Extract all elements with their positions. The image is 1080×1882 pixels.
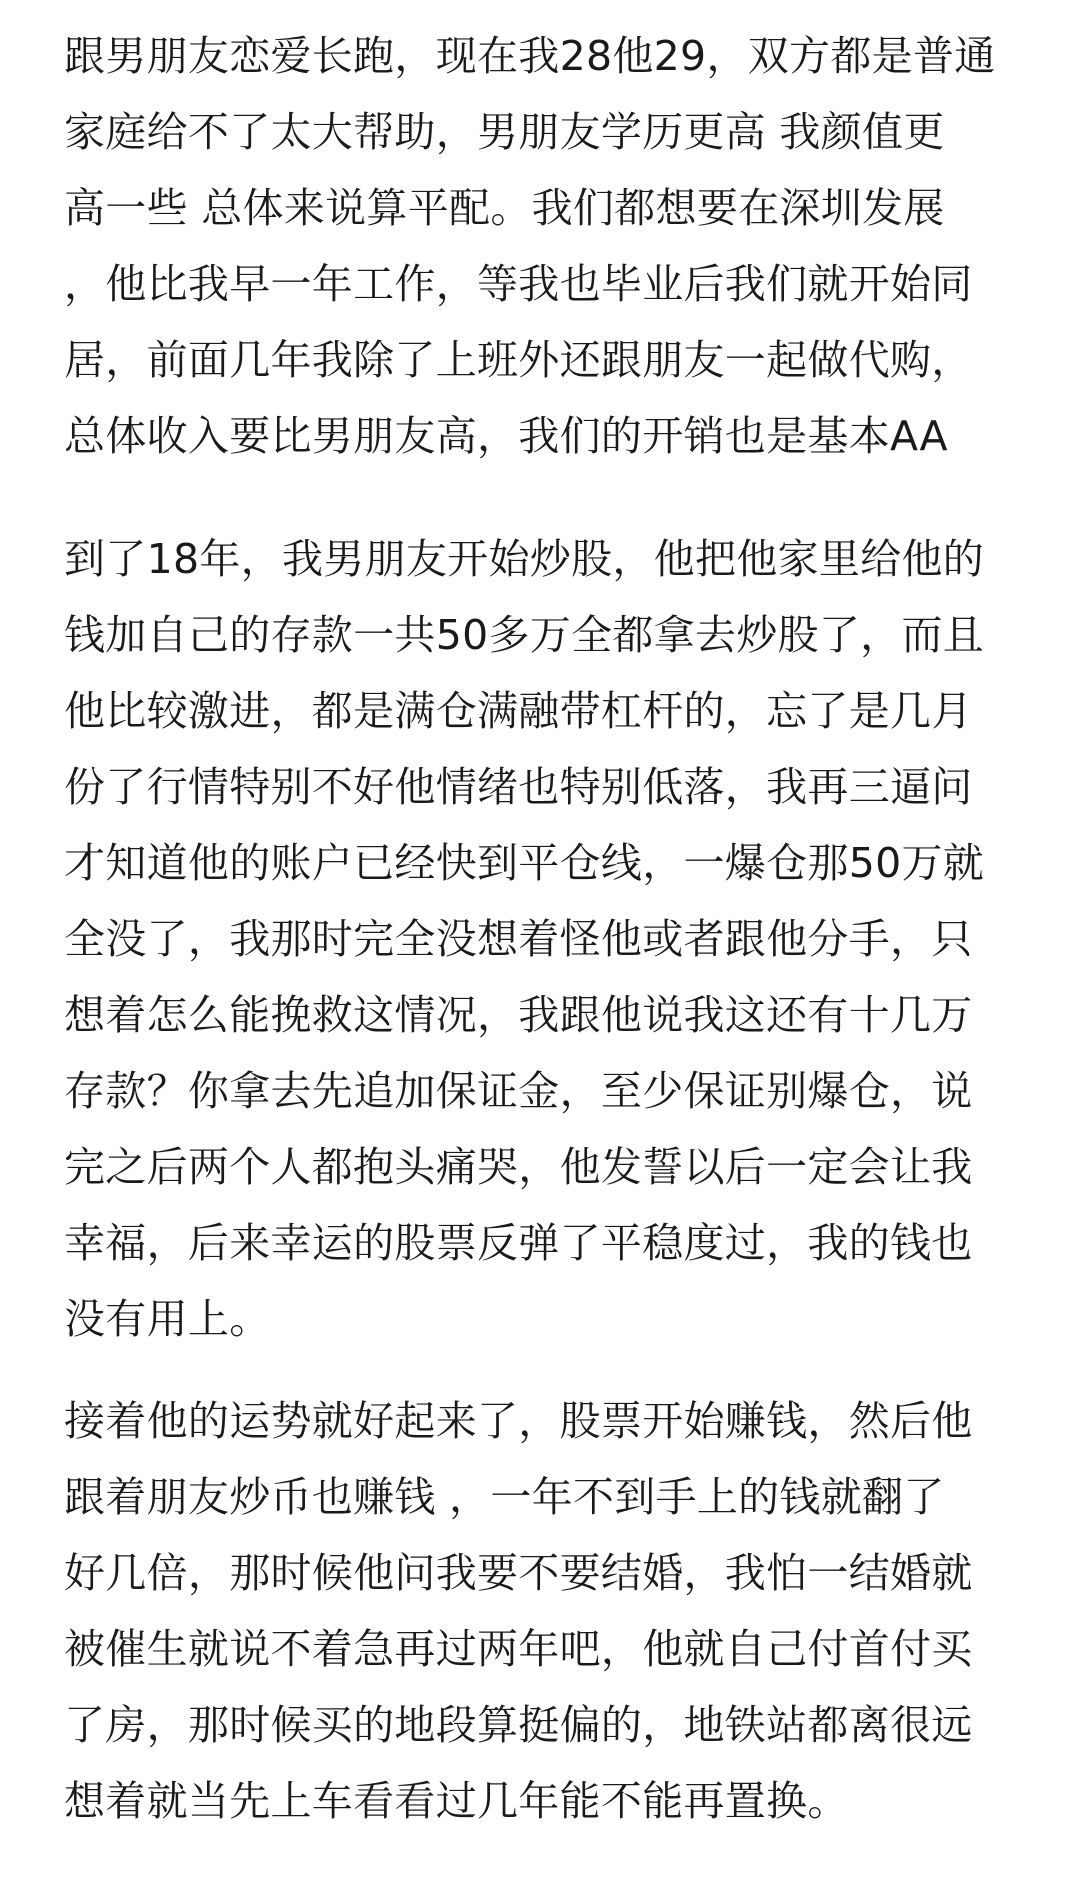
text-line: 总体收入要比男朋友高，我们的开销也是基本AA	[64, 412, 948, 460]
text-line: 好几倍，那时候他问我要不要结婚，我怕一结婚就	[64, 1549, 973, 1597]
paragraph-2	[64, 521, 1044, 1357]
text-line: 份了行情特别不好他情绪也特别低落，我再三逼问	[64, 763, 973, 811]
text-line: 到了18年，我男朋友开始炒股，他把他家里给他的	[64, 535, 985, 583]
text-line: 跟男朋友恋爱长跑，现在我28他29，双方都是普通	[64, 32, 996, 80]
text-line: 全没了，我那时完全没想着怪他或者跟他分手，只	[64, 915, 973, 963]
text-line: 钱加自己的存款一共50多万全都拿去炒股了，而且	[64, 611, 985, 659]
text-line: 居，前面几年我除了上班外还跟朋友一起做代购，	[64, 336, 973, 384]
text-line: 没有用上。	[64, 1295, 271, 1343]
text-line: 才知道他的账户已经快到平仓线，一爆仓那50万就	[64, 839, 985, 887]
text-line: 高一些 总体来说算平配。我们都想要在深圳发展	[64, 184, 945, 232]
text-line: 想着怎么能挽救这情况，我跟他说我这还有十几万	[64, 991, 973, 1039]
text-line: 家庭给不了太大帮助，男朋友学历更高 我颜值更	[64, 108, 945, 156]
text-line: 被催生就说不着急再过两年吧，他就自己付首付买	[64, 1625, 973, 1673]
text-line: 想着就当先上车看看过几年能不能再置换。	[64, 1777, 849, 1825]
paragraph-3	[64, 1383, 1044, 1839]
text-line: 他比较激进，都是满仓满融带杠杆的，忘了是几月	[64, 687, 973, 735]
text-line: 跟着朋友炒币也赚钱 ，一年不到手上的钱就翻了	[64, 1473, 945, 1521]
text-line: 幸福，后来幸运的股票反弹了平稳度过，我的钱也	[64, 1219, 973, 1267]
text-line: 了房，那时候买的地段算挺偏的，地铁站都离很远	[64, 1701, 973, 1749]
paragraph-1	[64, 18, 1044, 474]
text-line: ，他比我早一年工作，等我也毕业后我们就开始同	[64, 260, 973, 308]
text-line: 完之后两个人都抱头痛哭，他发誓以后一定会让我	[64, 1143, 973, 1191]
text-line: 存款？你拿去先追加保证金，至少保证别爆仓，说	[64, 1067, 973, 1115]
text-line: 接着他的运势就好起来了，股票开始赚钱，然后他	[64, 1397, 973, 1445]
